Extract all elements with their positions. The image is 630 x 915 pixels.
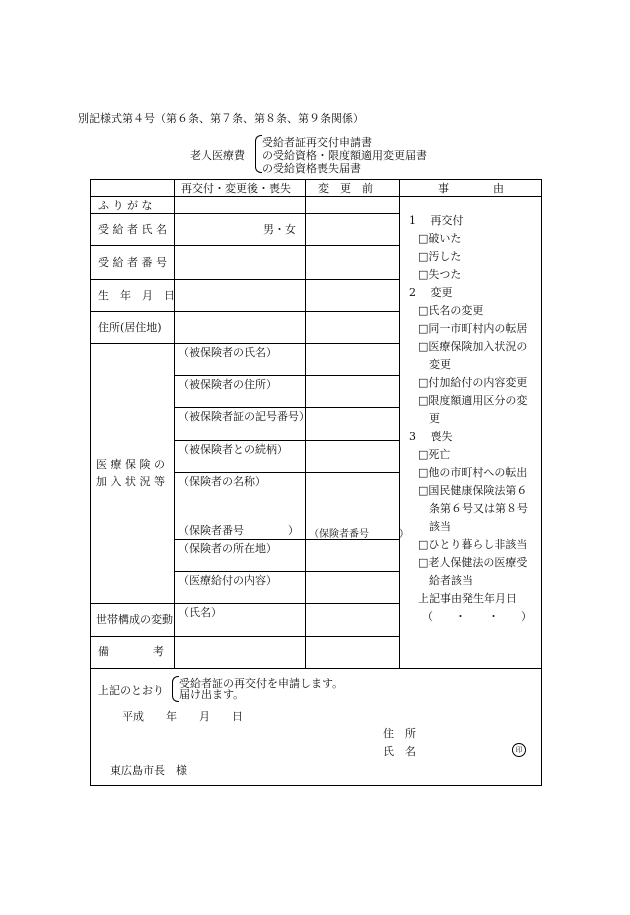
reason-torn[interactable]: □破いた [418,232,462,245]
footer-option-apply: 受給者証の再交付を申請します。 [179,677,344,690]
reason-name-change[interactable]: □氏名の変更 [418,304,484,317]
label-recipient-name: 受 給 者 氏 名 [98,223,167,236]
footer-addressee: 東広島市長 様 [110,764,187,777]
reason-not-living-alone[interactable]: □ひとり暮らし非該当 [418,538,528,551]
reason-limit-change-cont: 更 [429,412,440,425]
title-brace [255,135,262,173]
column-header-before: 変 更 前 [318,182,373,195]
reason-date-value: （ ・ ・ ） [422,610,532,623]
label-insurance-2: 加 入 状 況 等 [96,475,165,488]
field-relation: （被保険者との続柄） [178,443,288,456]
footer-name-label: 氏 名 [383,745,416,758]
field-insurer-number-before: （保険者番号 ） [309,529,409,540]
title-option-change: の受給資格・限度額適用変更届書 [262,149,427,162]
reason-benefit-change[interactable]: □付加給付の内容変更 [418,376,528,389]
reason-moved-out[interactable]: □他の市町村への転出 [418,466,528,479]
reason-nhi-law[interactable]: □国民健康保険法第６ [418,484,528,497]
reason-loss: 3 喪失 [409,430,453,443]
form-title-prefix: 老人医療費 [190,149,245,162]
reason-soiled[interactable]: □汚した [418,250,462,263]
reason-nhi-law-cont1: 条第６号又は第８号 [429,502,528,515]
reason-insurance-change-cont: 変更 [429,358,451,371]
title-option-loss: の受給資格喪失届書 [262,162,361,175]
label-address: 住所(居住地) [98,321,162,334]
column-header-new: 再交付・変更後・喪失 [181,182,291,195]
title-option-reissue: 受給者証再交付申請書 [262,136,372,149]
label-household: 世帯構成の変動 [96,613,173,626]
label-insurance-1: 医 療 保 険 の [96,458,165,471]
label-recipient-number: 受 給 者 番 号 [98,256,167,269]
field-household-name: （氏名） [178,606,222,619]
label-furigana: ふ り が な [98,199,153,212]
reason-lost[interactable]: □失つた [418,268,462,281]
reason-date-label: 上記事由発生年月日 [418,592,517,605]
footer-date: 平成 年 月 日 [122,710,243,723]
footer-prefix: 上記のとおり [98,684,164,697]
reason-limit-change[interactable]: □限度額適用区分の変 [418,394,528,407]
reason-death[interactable]: □死亡 [418,448,451,461]
reason-elderly-health-cont: 給者該当 [429,574,473,587]
reason-nhi-law-cont2: 該当 [429,520,451,533]
reason-change: 2 変更 [409,286,453,299]
footer-option-notify: 届け出ます。 [179,688,245,701]
reason-insurance-change[interactable]: □医療保険加入状況の [418,340,528,353]
field-insurer-name: （保険者の名称） [178,475,266,488]
field-card-number: （被保険者証の記号番号） [178,410,310,423]
reason-elderly-health[interactable]: □老人保健法の医療受 [418,556,528,569]
field-insured-address: （被保険者の住所） [178,378,277,391]
label-remarks: 備 考 [98,645,164,658]
field-benefit: （医療給付の内容） [178,574,277,587]
label-birthdate: 生 年 月 日 [98,289,175,302]
gender-field: 男・女 [263,223,296,236]
field-insured-name: （被保険者の氏名） [178,346,277,359]
form-reference: 別記様式第４号（第６条、第７条、第８条、第９条関係） [78,112,364,125]
field-insurer-address: （保険者の所在地） [178,542,277,555]
field-insurer-number: （保険者番号 ） [178,524,299,537]
seal-mark: 印 [512,743,526,757]
footer-brace [172,676,179,702]
footer-address-label: 住 所 [383,727,416,740]
reason-moved-within[interactable]: □同一市町村内の転居 [418,322,528,335]
reason-reissue: 1 再交付 [409,214,464,227]
column-header-reason: 事 由 [438,182,504,195]
